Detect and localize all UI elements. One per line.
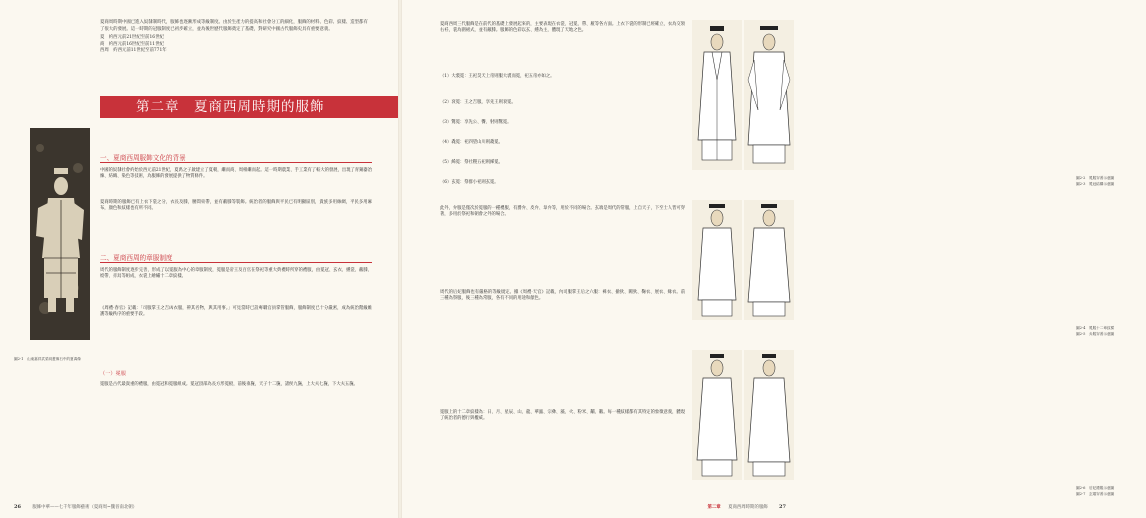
section-2-paragraph-2: 《周禮·春官》記載：「司服掌王之吉凶衣服，辨其名物，與其用事。」可見當時已設專職官員掌管服飾，服飾制度已十分嚴密，成為統治階級維護等級秩序的重要手段。 — [100, 306, 372, 318]
figure-robe-4 — [744, 200, 794, 320]
section-3-paragraph-1: 冕服是古代最貴重的禮服，由冕冠和冕服組成。冕冠頂部為長方形冕板，前後垂旒，天子十二旒，諸侯九旒，上大夫七旒，下大夫五旒。 — [100, 382, 358, 387]
figure-robe-5 — [692, 350, 742, 480]
section-1-paragraph-2: 夏商時期的服飾已有上衣下裳之分，衣長及膝，腰間束帶，並有蔽膝等裝飾。統治者的服飾與平民已有明顯區別，貴族多用絲綢，平民多用麻布，顏色和紋樣也有所不同。 — [100, 200, 372, 212]
page-number-left: 26 — [14, 504, 21, 510]
caption-fig-2-4: 圖2-4 冕服十二章紋樣 — [1076, 326, 1115, 330]
right-paragraph-5: （4）毳冕：祀四望山川則毳冕。 — [440, 140, 503, 145]
right-paragraph-1: 夏商西周三代服飾是在前代的基礎上發展起來的，主要表現在衣裳、冠冕、帶、履等各方面。上衣下裳的形制已經確立，衣為交領右衽，裳為圍裙式，並有蔽膝。服飾的色彩以玄、纁為主，體現了天地之色。 — [440, 22, 685, 34]
caption-fig-2-6: 圖2-6 后妃禮服示意圖 — [1076, 486, 1115, 490]
right-paragraph-7: （6）玄冕：祭群小祀則玄冕。 — [440, 180, 499, 185]
right-paragraph-3: （2）袞冕：王之吉服，享先王則袞冕。 — [440, 100, 516, 105]
intro-block — [100, 20, 370, 54]
caption-fig-2-7: 圖2-7 玄端穿著示意圖 — [1076, 492, 1115, 496]
stone-relief-figure — [30, 128, 90, 340]
caption-fig-2-3: 圖2-3 冕冠結構示意圖 — [1076, 182, 1115, 186]
chapter-title: 第二章 夏商西周時期的服飾 — [100, 96, 398, 118]
page-number-right: 27 — [779, 504, 786, 510]
section-rule — [100, 162, 372, 163]
right-paragraph-9: 周代的后妃服飾也有嚴格的等級規定。據《周禮·天官》記載，內司服掌王后之六服：褘衣、揄狄、闕狄、鞠衣、展衣、緣衣。前三種為祭服，後三種為常服，各有不同的用途和顏色。 — [440, 290, 685, 302]
section-rule — [100, 262, 372, 263]
subsection-title: （一）冕服 — [100, 371, 126, 377]
right-page — [400, 0, 1115, 518]
section-1-paragraph-1: 中國的奴隸社會約始於西元前21世紀，夏禹之子啟建立了夏朝，繼而商、周相繼而起。這一時期農業、手工業有了較大的發展，出現了青銅器冶煉、紡織、染色等技術，為服飾的發展提供了物質條件。 — [100, 168, 372, 180]
left-footer — [14, 504, 137, 510]
figure-robe-2 — [744, 20, 794, 170]
right-footer — [708, 504, 787, 510]
dynasty-dates — [100, 35, 370, 54]
figure-robe-1 — [692, 20, 742, 170]
date-shang: 商 約西元前16世紀至前11世紀 — [100, 41, 164, 47]
footer-chapter-tag: 第二章 — [707, 505, 721, 510]
caption-fig-2-2: 圖2-2 冕服穿著示意圖 — [1076, 176, 1115, 180]
section-2-title: 二、夏商西周的章服制度 — [100, 254, 173, 262]
left-page — [0, 0, 400, 518]
section-1-title: 一、夏商西周服飾文化的背景 — [100, 154, 186, 162]
right-paragraph-4: （3）鷩冕：享先公、饗、射則鷩冕。 — [440, 120, 512, 125]
right-footer-text: 夏商西周時期的服飾 — [728, 505, 768, 510]
caption-fig-2-5: 圖2-5 弁服穿著示意圖 — [1076, 332, 1115, 336]
section-2-paragraph-1: 周代的服飾制度逐步完善，形成了以冕服為中心的章服制度，冕服是帝王及百官在祭祀等重大典禮時所穿的禮服，由冕冠、玄衣、纁裳、蔽膝、綬帶、赤舄等組成，衣裳上繪繡十二章紋樣。 — [100, 268, 372, 280]
right-paragraph-10: 冕服上的十二章紋樣為：日、月、星辰、山、龍、華蟲、宗彝、藻、火、粉米、黼、黻。每一種紋樣都有其特定的象徵意義，體現了統治者的德行與權威。 — [440, 410, 685, 422]
figure-caption: 圖2-1 山東嘉祥武梁祠畫像石中的夏禹像 — [14, 357, 81, 361]
date-zhou: 西周 約西元前11世紀至前771年 — [100, 48, 167, 53]
date-xia: 夏 約西元前21世紀至前16世紀 — [100, 35, 164, 41]
figure-robe-6 — [744, 350, 794, 480]
intro-paragraph: 夏商周時期中國已進入奴隸制時代，服飾也逐漸形成等級制度。由於生產力的提高和社會分工的細化，服飾的材料、色彩、紋樣、造型都有了很大的發展。這一時期的冠服制度已初步確立，並為後世歷代服飾奠定了基礎，對研究中國古代服飾史具有重要意義。 — [100, 20, 368, 32]
right-paragraph-8: 此外，弁服是僅次於冕服的一種禮服，有爵弁、皮弁、韋弁等，用於不同的場合。玄端是周代的常服，上自天子，下至士人皆可穿著，多用於祭祀和朝會之外的場合。 — [440, 206, 685, 218]
right-paragraph-6: （5）絺冕：祭社稷五祀則絺冕。 — [440, 160, 503, 165]
left-footer-text: 服飾中華——七千年服飾藝術（夏商周~魏晉南北朝） — [32, 505, 138, 510]
right-paragraph-2: （1）大裘冕：王祀昊天上帝則服大裘而冕，祀五帝亦如之。 — [440, 74, 555, 79]
figure-robe-3 — [692, 200, 742, 320]
